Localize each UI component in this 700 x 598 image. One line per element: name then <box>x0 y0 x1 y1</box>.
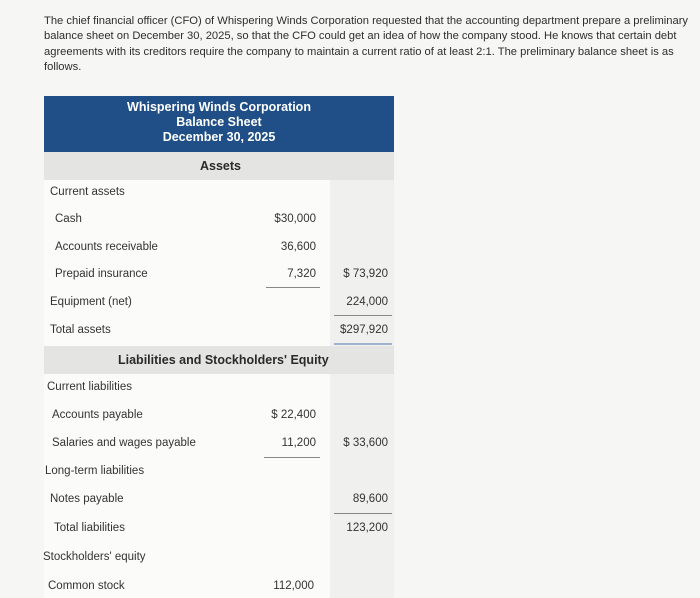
total-liabilities-value: 123,200 <box>346 522 388 534</box>
accounts-receivable-value: 36,600 <box>280 241 316 253</box>
intro-paragraph: The chief financial officer (CFO) of Whispering Winds Corporation requested that the accounting department prepare a preliminary balance sheet on December 30, 2025, so that the CFO could get an idea of how the company stood. He knows that certain debt agreements with its creditors require the company to maintain a current ratio of at least 2:1. The preliminary balance sheet is as follows. <box>44 15 689 74</box>
equipment-label: Equipment (net) <box>50 296 132 308</box>
cash-value: $30,000 <box>274 213 316 225</box>
prepaid-insurance-value: 7,320 <box>287 268 316 280</box>
company-name: Whispering Winds Corporation <box>127 100 311 114</box>
accounts-receivable-label: Accounts receivable <box>55 241 158 253</box>
salaries-payable-value: 11,200 <box>281 437 316 449</box>
equipment-value: 224,000 <box>346 296 388 308</box>
accounts-payable-label: Accounts payable <box>52 409 143 421</box>
long-term-liabilities-label: Long-term liabilities <box>45 465 145 477</box>
double-rule <box>334 343 392 345</box>
current-liabilities-total: $ 33,600 <box>343 437 388 449</box>
assets-heading: Assets <box>200 159 241 173</box>
salaries-payable-label: Salaries and wages payable <box>52 437 196 449</box>
total-assets-value: $297,920 <box>340 324 388 336</box>
liabilities-heading-band <box>44 346 394 374</box>
notes-payable-value: 89,600 <box>352 493 388 505</box>
balance-sheet-header <box>44 96 394 152</box>
current-liabilities-label: Current liabilities <box>47 381 133 393</box>
subtotal-rule <box>264 457 320 458</box>
liabilities-heading: Liabilities and Stockholders' Equity <box>118 353 329 367</box>
column-shade-liabilities <box>330 374 394 598</box>
statement-title: Balance Sheet <box>176 115 262 129</box>
common-stock-value: 112,000 <box>273 580 314 592</box>
current-assets-label: Current assets <box>50 186 125 198</box>
total-liabilities-label: Total liabilities <box>54 522 125 534</box>
stockholders-equity-label: Stockholders' equity <box>43 551 146 563</box>
common-stock-label: Common stock <box>48 580 125 592</box>
subtotal-rule <box>334 315 392 316</box>
total-assets-label: Total assets <box>50 324 111 336</box>
assets-heading-band <box>44 152 394 180</box>
accounts-payable-value: $ 22,400 <box>271 409 316 421</box>
subtotal-rule <box>266 287 320 288</box>
subtotal-rule <box>334 513 392 514</box>
column-shade-assets <box>330 180 394 346</box>
statement-date: December 30, 2025 <box>162 130 276 144</box>
notes-payable-label: Notes payable <box>50 493 124 505</box>
cash-label: Cash <box>55 213 82 225</box>
prepaid-insurance-label: Prepaid insurance <box>55 268 148 280</box>
current-assets-total: $ 73,920 <box>343 268 388 280</box>
